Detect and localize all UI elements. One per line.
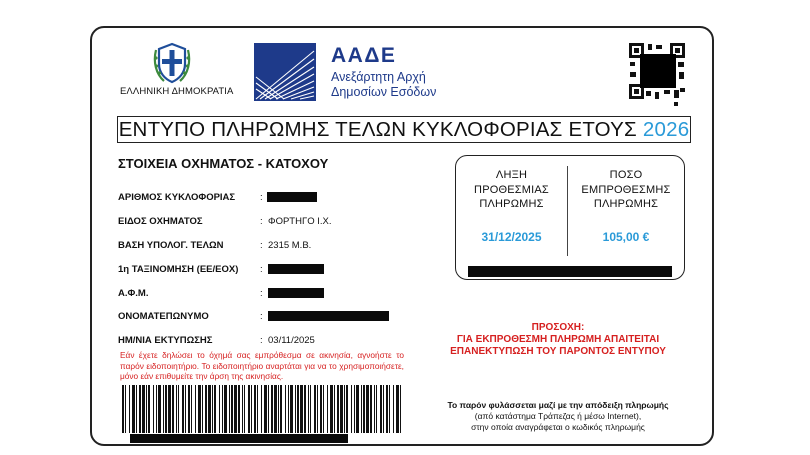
aade-name: ΑΑΔΕ xyxy=(331,44,397,67)
form-title-text: ΕΝΤΥΠΟ ΠΛΗΡΩΜΗΣ ΤΕΛΩΝ ΚΥΚΛΟΦΟΡΙΑΣ ΕΤΟΥΣ xyxy=(118,117,637,141)
amount-header xyxy=(571,168,681,212)
plate-label: ΑΡΙΘΜΟΣ ΚΥΚΛΟΦΟΡΙΑΣ xyxy=(118,192,236,203)
type-value: ΦΟΡΤΗΓΟ Ι.Χ. xyxy=(268,216,332,227)
name-value-redacted xyxy=(268,311,389,321)
attention-line-3: ΕΠΑΝΕΚΤΥΠΩΣΗ ΤΟΥ ΠΑΡΟΝΤΟΣ ΕΝΤΥΠΟΥ xyxy=(450,346,666,357)
barcode-number-redacted xyxy=(130,434,348,443)
first-registration-colon: : xyxy=(260,264,263,275)
late-payment-attention xyxy=(420,322,696,358)
aade-subtitle-line-2: Δημοσίων Εσόδων xyxy=(331,85,437,99)
deadline-value: 31/12/2025 xyxy=(481,230,542,244)
aade-logo-icon xyxy=(254,43,316,101)
attention-line-2: ΓΙΑ ΕΚΠΡΟΘΕΣΜΗ ΠΛΗΡΩΜΗ ΑΠΑΙΤΕΙΤΑΙ xyxy=(456,334,660,345)
type-colon: : xyxy=(260,216,263,227)
amount-header-line-2: ΕΜΠΡΟΘΕΣΜΗΣ xyxy=(581,183,671,196)
panel-divider xyxy=(567,166,568,256)
name-colon: : xyxy=(260,311,263,322)
plate-value-redacted xyxy=(267,192,317,202)
vehicle-section-title: ΣΤΟΙΧΕΙΑ ΟΧΗΜΑΤΟΣ - ΚΑΤΟΧΟΥ xyxy=(118,156,329,171)
deadline-header-line-3: ΠΛΗΡΩΜΗΣ xyxy=(479,198,544,210)
keep-note-line-2: (από κατάστημα Τράπεζας ή μέσω Internet), xyxy=(474,411,642,421)
print-date-label: ΗΜ/ΝΙΑ ΕΚΤΥΠΩΣΗΣ xyxy=(118,335,213,346)
first-registration-value-redacted xyxy=(268,264,324,274)
weight-label: ΒΑΣΗ ΥΠΟΛΟΓ. ΤΕΛΩΝ xyxy=(118,240,224,251)
amount-header-line-3: ΠΛΗΡΩΜΗΣ xyxy=(593,198,659,210)
amount-value: 105,00 € xyxy=(602,230,650,244)
republic-label: ΕΛΛΗΝΙΚΗ ΔΗΜΟΚΡΑΤΙΑ xyxy=(120,86,234,97)
deadline-header xyxy=(460,168,563,212)
immobilization-warning: Εάν έχετε δηλώσει το όχημά σας εμπρόθεσμα σε ακινησία, αγνοήστε το παρόν ειδοποιητήριο. Το ειδοποιητήριο αναρτάται για να το χρησιμοποιήσετε, μόνο εάν επιθυμείτε την άρση της ακινησίας. xyxy=(120,350,404,381)
payment-code-redacted xyxy=(468,266,672,277)
aade-subtitle-line-1: Ανεξάρτητη Αρχή xyxy=(331,70,426,84)
keep-with-receipt-note xyxy=(420,400,696,433)
form-title-year: 2026 xyxy=(642,117,690,141)
afm-label: Α.Φ.Μ. xyxy=(118,288,149,299)
type-label: ΕΙΔΟΣ ΟΧΗΜΑΤΟΣ xyxy=(118,216,203,227)
deadline-header-line-1: ΛΗΞΗ xyxy=(495,169,528,181)
afm-value-redacted xyxy=(268,288,324,298)
keep-note-line-3: στην οποία αναγράφεται ο κωδικός πληρωμής xyxy=(471,422,645,432)
amount-header-line-1: ΠΟΣΟ xyxy=(609,169,643,181)
plate-colon: : xyxy=(260,192,263,203)
afm-colon: : xyxy=(260,288,263,299)
print-date-value: 03/11/2025 xyxy=(268,335,315,346)
deadline-header-line-2: ΠΡΟΘΕΣΜΙΑΣ xyxy=(474,183,549,196)
weight-value: 2315 Μ.Β. xyxy=(268,240,312,251)
attention-line-1: ΠΡΟΣΟΧΗ: xyxy=(531,322,585,333)
greek-emblem-icon xyxy=(152,40,192,86)
weight-colon: : xyxy=(260,240,263,251)
first-registration-label: 1η ΤΑΞΙΝΟΜΗΣΗ (ΕΕ/ΕΟΧ) xyxy=(118,264,239,275)
qr-marker xyxy=(674,102,678,106)
keep-note-line-1: Το παρόν φυλάσσεται μαζί με την απόδειξη πληρωμής xyxy=(447,400,669,410)
form-title xyxy=(117,116,691,143)
qr-code-icon xyxy=(628,42,686,100)
print-date-colon: : xyxy=(260,335,263,346)
name-label: ΟΝΟΜΑΤΕΠΩΝΥΜΟ xyxy=(118,311,209,322)
